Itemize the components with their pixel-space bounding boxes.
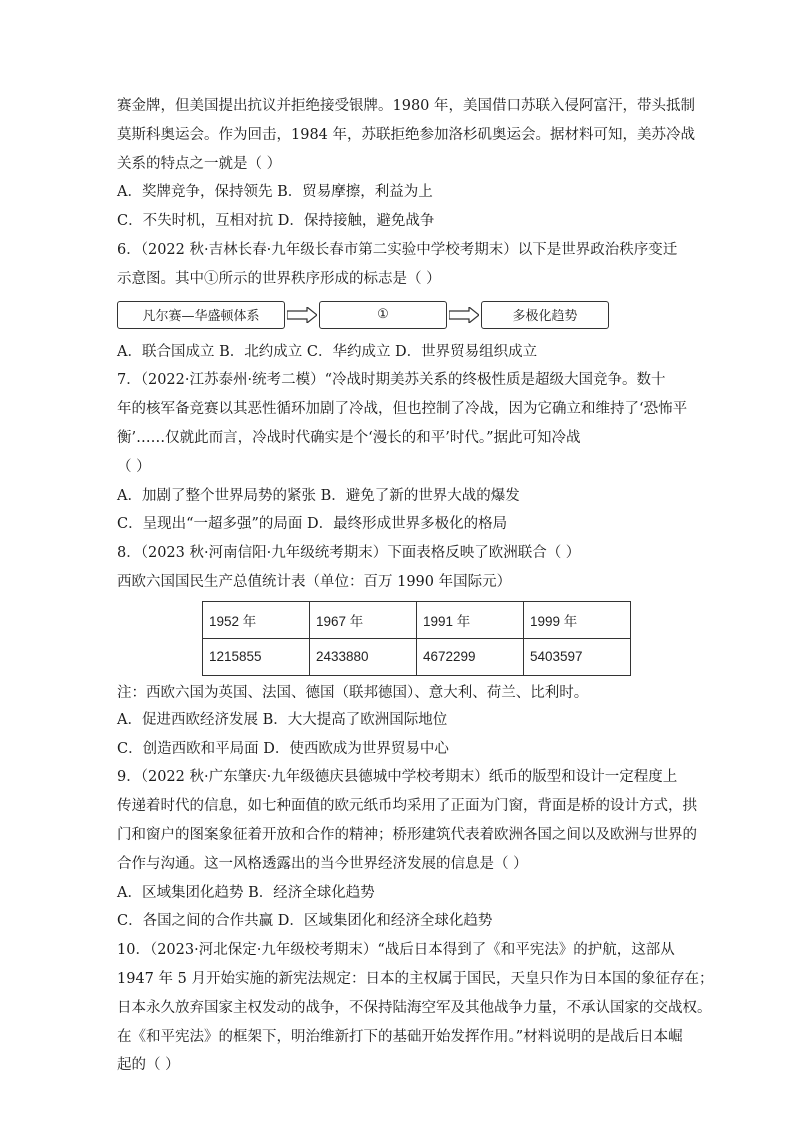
table-row xyxy=(203,638,631,675)
question-6 xyxy=(117,236,687,366)
arrow-right-icon xyxy=(287,307,317,323)
question-9-option: A．区域集团化趋势 B．经济全球化趋势 xyxy=(117,884,375,901)
table-caption: 西欧六国国民生产总值统计表（单位：百万 1990 年国际元） xyxy=(117,573,512,590)
arrow-right-icon xyxy=(449,307,479,323)
question-7-line: （ ） xyxy=(117,458,151,475)
table-note: 注：西欧六国为英国、法国、德国（联邦德国）、意大利、荷兰、比利时。 xyxy=(117,684,589,701)
question-5-line: 赛金牌，但美国提出抗议并拒绝接受银牌。1980 年，美国借口苏联入侵阿富汗，带头抵制 xyxy=(117,98,696,114)
table-header-cell: 1967 年 xyxy=(310,601,417,638)
table-cell: 1215855 xyxy=(203,638,310,675)
question-10-line: 起的（ ） xyxy=(117,1057,180,1074)
question-7-line: 衡’……仅就此而言，冷战时代确实是个‘漫长的和平’时代。”据此可知冷战 xyxy=(117,429,581,446)
question-7 xyxy=(117,366,687,539)
table-header-cell: 1991 年 xyxy=(417,601,524,638)
question-9-line: 传递着时代的信息，如七种面值的欧元纸币均采用了正面为门窗，背面是桥的设计方式，拱 xyxy=(117,798,697,815)
table-header-cell: 1999 年 xyxy=(524,601,631,638)
question-8-line: 8．（2023 秋·河南信阳·九年级统考期末）下面表格反映了欧洲联合（ ） xyxy=(117,545,581,562)
table-cell: 4672299 xyxy=(417,638,524,675)
question-5-option: A．奖牌竞争，保持领先 B．贸易摩擦，利益为上 xyxy=(117,184,433,201)
question-5-line: 关系的特点之一就是（ ） xyxy=(117,155,282,172)
exam-page xyxy=(117,92,714,1080)
question-9-line: 合作与沟通。这一风格透露出的当今世界经济发展的信息是（ ） xyxy=(117,855,528,872)
table-header-cell: 1952 年 xyxy=(203,601,310,638)
diagram-box-versailles: 凡尔赛—华盛顿体系 xyxy=(117,301,285,329)
question-9-line: 门和窗户的图案象征着开放和合作的精神；桥形建筑代表着欧洲各国之间以及欧洲与世界的 xyxy=(117,826,697,843)
diagram-box-blank: ① xyxy=(319,301,447,329)
question-10-line: 10．（2023·河北保定·九年级校考期末）“战后日本得到了《和平宪法》的护航，这部从 xyxy=(117,942,675,959)
question-7-option: A．加剧了整个世界局势的紧张 B．避免了新的世界大战的爆发 xyxy=(117,487,520,504)
question-5-line: 莫斯科奥运会。作为回击，1984 年，苏联拒绝参加洛杉矶奥运会。据材料可知，美苏冷战 xyxy=(117,126,696,143)
question-7-option: C．呈现出“一超多强”的局面 D．最终形成世界多极化的格局 xyxy=(117,516,508,533)
question-8-option: C．创造西欧和平局面 D．使西欧成为世界贸易中心 xyxy=(117,740,449,757)
table-cell: 5403597 xyxy=(524,638,631,675)
question-5-option: C．不失时机，互相对抗 D．保持接触，避免战争 xyxy=(117,213,435,230)
question-7-line: 年的核军备竞赛以其恶性循环加剧了冷战，但也控制了冷战，因为它确立和维持了‘恐怖平 xyxy=(117,401,688,418)
diagram-box-multipolar: 多极化趋势 xyxy=(481,301,609,329)
world-order-diagram xyxy=(117,298,687,336)
question-10 xyxy=(117,936,714,1080)
question-5 xyxy=(117,92,696,236)
table-cell: 2433880 xyxy=(310,638,417,675)
question-10-line: 在《和平宪法》的框架下，明治维新打下的基础开始发挥作用。”材料说明的是战后日本崛 xyxy=(117,1028,683,1045)
question-8 xyxy=(117,539,687,763)
question-6-option: A．联合国成立 B．北约成立 C．华约成立 D．世界贸易组织成立 xyxy=(117,343,538,360)
question-9 xyxy=(117,763,697,936)
table-row xyxy=(203,601,631,638)
question-10-line: 1947 年 5 月开始实施的新宪法规定：日本的主权属于国民，天皇只作为日本国的象征存在； xyxy=(117,970,714,987)
question-8-option: A．促进西欧经济发展 B．大大提高了欧洲国际地位 xyxy=(117,711,448,728)
question-7-line: 7．（2022·江苏泰州·统考二模）“冷战时期美苏关系的终极性质是超级大国竞争。数十 xyxy=(117,372,666,389)
question-10-line: 日本永久放弃国家主权发动的战争，不保持陆海空军及其他战争力量，不承认国家的交战权。 xyxy=(117,999,712,1016)
question-9-line: 9．（2022 秋·广东肇庆·九年级德庆县德城中学校考期末）纸币的版型和设计一定程度上 xyxy=(117,769,678,786)
question-6-line: 6．（2022 秋·吉林长春·九年级长春市第二实验中学校考期末）以下是世界政治秩序变迁 xyxy=(117,241,678,258)
question-9-option: C．各国之间的合作共赢 D．区域集团化和经济全球化趋势 xyxy=(117,913,493,930)
question-6-line: 示意图。其中①所示的世界秩序形成的标志是（ ） xyxy=(117,270,441,287)
gnp-table xyxy=(202,601,631,676)
